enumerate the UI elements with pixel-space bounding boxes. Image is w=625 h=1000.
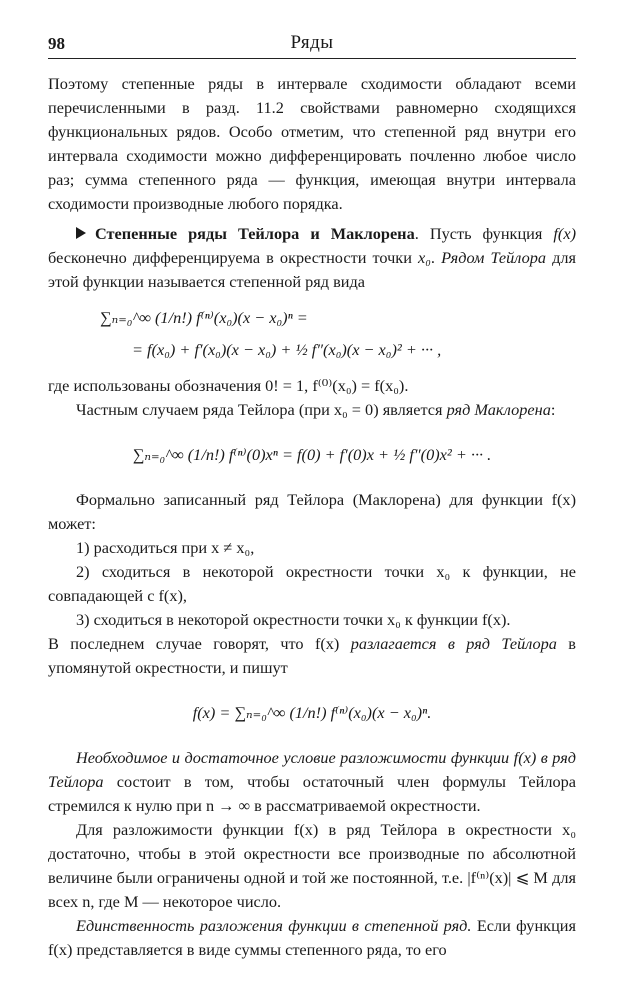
paragraph: В последнем случае говорят, что f(x) разлагается в ряд Тейлора в упомянутой окрестности, и пишут <box>48 634 576 677</box>
term-taylor-expansion: разлагается в ряд Тейлора <box>350 634 557 653</box>
page-header <box>48 32 576 58</box>
running-title: Ряды <box>290 32 334 53</box>
section-paragraph: Степенные ряды Тейлора и Маклорена. Пусть функция f(x) бесконечно дифференцируема в окрестности точки x₀. Рядом Тейлора для этой функции называется степенной ряд вида <box>48 224 576 291</box>
formula-maclaurin: ∑ₙ₌₀^∞ (1/n!) f⁽ⁿ⁾(0)xⁿ = f(0) + f′(0)x + ½ f″(0)x² + ··· . <box>132 445 492 464</box>
formula-expansion: f(x) = ∑ₙ₌₀^∞ (1/n!) f⁽ⁿ⁾(x₀)(x − x₀)ⁿ. <box>192 703 432 722</box>
list-item: 1) расходиться при x ≠ x₀, <box>76 538 255 557</box>
term-maclaurin-series: ряд Маклорена <box>446 400 551 419</box>
page-number: 98 <box>48 34 65 53</box>
list-item: 3) сходиться в некоторой окрестности точки x₀ к функции f(x). <box>76 610 511 629</box>
paragraph: Единственность разложения функции в степенной ряд. Если функция f(x) представляется в виде суммы степенного ряда, то его <box>48 916 576 959</box>
section-heading: Степенные ряды Тейлора и Маклорена <box>95 224 415 243</box>
paragraph: Формально записанный ряд Тейлора (Маклорена) для функции f(x) может: <box>48 490 576 533</box>
header-rule <box>48 58 576 59</box>
paragraph: Необходимое и достаточное условие разложимости функции f(x) в ряд Тейлора состоит в том, чтобы остаточный член формулы Тейлора стремился к нулю при n → ∞ в рассматриваемой окрестности. <box>48 748 576 815</box>
list-item: 2) сходиться в некоторой окрестности точки x₀ к функции, не совпадающей с f(x), <box>48 562 576 605</box>
term-taylor-series: Рядом Тейлора <box>441 248 546 267</box>
formula-taylor: ∑ₙ₌₀^∞ (1/n!) f⁽ⁿ⁾(x₀)(x − x₀)ⁿ = = f(x₀) + f′(x₀)(x − x₀) + ½ f″(x₀)(x − x₀)² + ··· , <box>100 308 442 359</box>
paragraph: Для разложимости функции f(x) в ряд Тейлора в окрестности x₀ достаточно, чтобы в этой окрестности все производные по абсолютной величине были ограничены одной и той же постоянной, т.е. |f⁽ⁿ⁾(x)| ⩽ M для всех n, где M — некоторое число. <box>48 820 576 911</box>
paragraph: Поэтому степенные ряды в интервале сходимости обладают всеми перечисленными в разд. 11.2 свойствами равномерно сходящихся функциональных рядов. Особо отметим, что степенной ряд внутри его интервала сходимости можно дифференцировать почленно любое число раз; сумма степенного ряда — функция, имеющая внутри интервала сходимости производные любого порядка. <box>48 74 576 213</box>
paragraph: Частным случаем ряда Тейлора (при x₀ = 0) является ряд Маклорена: <box>76 400 556 419</box>
page-body <box>48 72 576 962</box>
term-condition: Необходимое и достаточное условие разложимости функции f(x) в ряд Тейлора <box>48 748 576 791</box>
term-uniqueness: Единственность разложения функции в степенной ряд. <box>76 916 472 935</box>
paragraph: где использованы обозначения 0! = 1, f⁽⁰⁾(x₀) = f(x₀). <box>48 376 409 395</box>
triangle-bullet-icon <box>76 227 86 239</box>
